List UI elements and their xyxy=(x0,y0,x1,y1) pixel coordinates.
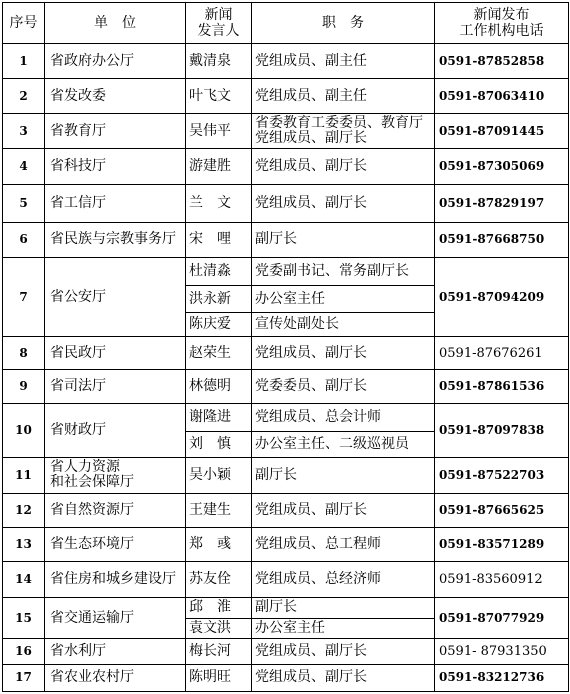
speaker-cell: 陈庆爱 xyxy=(186,313,252,337)
seq-cell: 6 xyxy=(3,222,45,257)
speaker-cell: 苏友佺 xyxy=(186,562,252,598)
unit-cell: 省发改委 xyxy=(45,79,186,114)
seq-cell: 16 xyxy=(3,638,45,664)
phone-cell: 0591-83571289 xyxy=(435,528,569,562)
speaker-cell: 陈明旺 xyxy=(186,664,252,691)
position-line: 省委教育工委委员、教育厅 xyxy=(255,115,423,132)
position-cell: 党组成员、总经济师 xyxy=(252,562,435,598)
unit-cell: 省财政厅 xyxy=(45,403,186,457)
phone-cell: 0591-87668750 xyxy=(435,222,569,257)
speaker-cell: 宋 哩 xyxy=(186,222,252,257)
table-row xyxy=(3,528,569,562)
phone-cell: 0591-87305069 xyxy=(435,149,569,184)
header-seq: 序号 xyxy=(3,3,45,44)
phone-cell: 0591-87665625 xyxy=(435,493,569,527)
position-cell: 党委委员、副厅长 xyxy=(252,370,435,403)
seq-cell: 14 xyxy=(3,562,45,598)
seq-cell: 10 xyxy=(3,403,45,457)
table-row xyxy=(3,370,569,403)
table-row xyxy=(3,562,569,598)
position-cell: 党组成员、总工程师 xyxy=(252,528,435,562)
position-cell: 党组成员、总会计师 xyxy=(252,403,435,431)
unit-cell: 省工信厅 xyxy=(45,184,186,222)
phone-cell: 0591-83212736 xyxy=(435,664,569,691)
speaker-cell: 兰 文 xyxy=(186,184,252,222)
position-cell: 党组成员、副厅长 xyxy=(252,638,435,664)
phone-cell: 0591-87077929 xyxy=(435,598,569,638)
phone-cell: 0591- 87931350 xyxy=(435,638,569,664)
table-row xyxy=(3,79,569,114)
unit-cell: 省自然资源厅 xyxy=(45,493,186,527)
table-row xyxy=(3,403,569,431)
position-cell: 副厅长 xyxy=(252,598,435,618)
phone-cell: 0591-83560912 xyxy=(435,562,569,598)
speaker-cell: 袁文洪 xyxy=(186,618,252,638)
unit-cell: 省住房和城乡建设厅 xyxy=(45,562,186,598)
position-cell: 办公室主任、二级巡视员 xyxy=(252,431,435,457)
spokesperson-table xyxy=(2,2,569,692)
header-phone-line1: 新闻发布 xyxy=(473,7,530,23)
phone-cell: 0591-87861536 xyxy=(435,370,569,403)
unit-cell: 省司法厅 xyxy=(45,370,186,403)
table-row xyxy=(3,337,569,370)
position-cell: 办公室主任 xyxy=(252,618,435,638)
table-row xyxy=(3,257,569,285)
speaker-cell: 林德明 xyxy=(186,370,252,403)
table-row xyxy=(3,638,569,664)
seq-cell: 7 xyxy=(3,257,45,336)
position-cell: 党组成员、副厅长 xyxy=(252,337,435,370)
seq-cell: 3 xyxy=(3,114,45,149)
phone-cell: 0591-87097838 xyxy=(435,403,569,457)
speaker-cell: 戴清泉 xyxy=(186,44,252,79)
header-phone-line2: 工作机构电话 xyxy=(459,23,544,39)
speaker-cell: 杜清淼 xyxy=(186,257,252,285)
unit-cell: 省科技厅 xyxy=(45,149,186,184)
speaker-cell: 邱 淮 xyxy=(186,598,252,618)
position-cell: 党组成员、副厅长 xyxy=(252,493,435,527)
position-cell xyxy=(252,114,435,149)
speaker-cell: 吴小颖 xyxy=(186,457,252,493)
speaker-cell: 赵荣生 xyxy=(186,337,252,370)
unit-cell: 省民族与宗教事务厅 xyxy=(45,222,186,257)
speaker-cell: 叶飞文 xyxy=(186,79,252,114)
position-cell: 办公室主任 xyxy=(252,286,435,313)
position-cell: 副厅长 xyxy=(252,222,435,257)
position-cell: 副厅长 xyxy=(252,457,435,493)
table-row xyxy=(3,184,569,222)
unit-cell: 省农业农村厅 xyxy=(45,664,186,691)
phone-cell: 0591-87676261 xyxy=(435,337,569,370)
phone-cell: 0591-87852858 xyxy=(435,44,569,79)
phone-cell: 0591-87091445 xyxy=(435,114,569,149)
speaker-cell: 谢隆进 xyxy=(186,403,252,431)
seq-cell: 15 xyxy=(3,598,45,638)
seq-cell: 4 xyxy=(3,149,45,184)
position-cell: 党组成员、副厅长 xyxy=(252,184,435,222)
seq-cell: 17 xyxy=(3,664,45,691)
seq-cell: 12 xyxy=(3,493,45,527)
header-row xyxy=(3,3,569,44)
header-speaker-line1: 新闻 xyxy=(204,7,233,23)
unit-cell: 省公安厅 xyxy=(45,257,186,336)
phone-cell: 0591-87094209 xyxy=(435,257,569,336)
table-row xyxy=(3,149,569,184)
unit-cell: 省交通运输厅 xyxy=(45,598,186,638)
position-line: 党组成员、副厅长 xyxy=(255,130,367,147)
seq-cell: 2 xyxy=(3,79,45,114)
table-row xyxy=(3,222,569,257)
table-row xyxy=(3,457,569,493)
speaker-cell: 刘 慎 xyxy=(186,431,252,457)
phone-cell: 0591-87063410 xyxy=(435,79,569,114)
header-speaker xyxy=(186,3,252,44)
unit-cell: 省教育厅 xyxy=(45,114,186,149)
position-cell: 党委副书记、常务副厅长 xyxy=(252,257,435,285)
table-row xyxy=(3,493,569,527)
unit-cell: 省民政厅 xyxy=(45,337,186,370)
unit-cell: 省政府办公厅 xyxy=(45,44,186,79)
seq-cell: 1 xyxy=(3,44,45,79)
unit-cell: 省生态环境厅 xyxy=(45,528,186,562)
header-speaker-line2: 发言人 xyxy=(197,23,240,39)
position-cell: 党组成员、副厅长 xyxy=(252,664,435,691)
table-row xyxy=(3,114,569,149)
seq-cell: 9 xyxy=(3,370,45,403)
speaker-cell: 游建胜 xyxy=(186,149,252,184)
unit-line: 省人力资源 xyxy=(50,459,120,476)
speaker-cell: 梅长河 xyxy=(186,638,252,664)
speaker-cell: 洪永新 xyxy=(186,286,252,313)
phone-cell: 0591-87829197 xyxy=(435,184,569,222)
unit-cell: 省水利厅 xyxy=(45,638,186,664)
header-phone xyxy=(435,3,569,44)
unit-cell xyxy=(45,457,186,493)
position-cell: 党组成员、副主任 xyxy=(252,79,435,114)
phone-cell: 0591-87522703 xyxy=(435,457,569,493)
speaker-cell: 吴伟平 xyxy=(186,114,252,149)
unit-line: 和社会保障厅 xyxy=(50,474,134,491)
position-cell: 党组成员、副主任 xyxy=(252,44,435,79)
table-row xyxy=(3,598,569,618)
seq-cell: 11 xyxy=(3,457,45,493)
speaker-cell: 王建生 xyxy=(186,493,252,527)
header-position: 职 务 xyxy=(252,3,435,44)
table-row xyxy=(3,664,569,691)
header-unit: 单 位 xyxy=(45,3,186,44)
seq-cell: 5 xyxy=(3,184,45,222)
seq-cell: 13 xyxy=(3,528,45,562)
position-cell: 宣传处副处长 xyxy=(252,313,435,337)
table-row xyxy=(3,44,569,79)
seq-cell: 8 xyxy=(3,337,45,370)
position-cell: 党组成员、副厅长 xyxy=(252,149,435,184)
speaker-cell: 郑 彧 xyxy=(186,528,252,562)
